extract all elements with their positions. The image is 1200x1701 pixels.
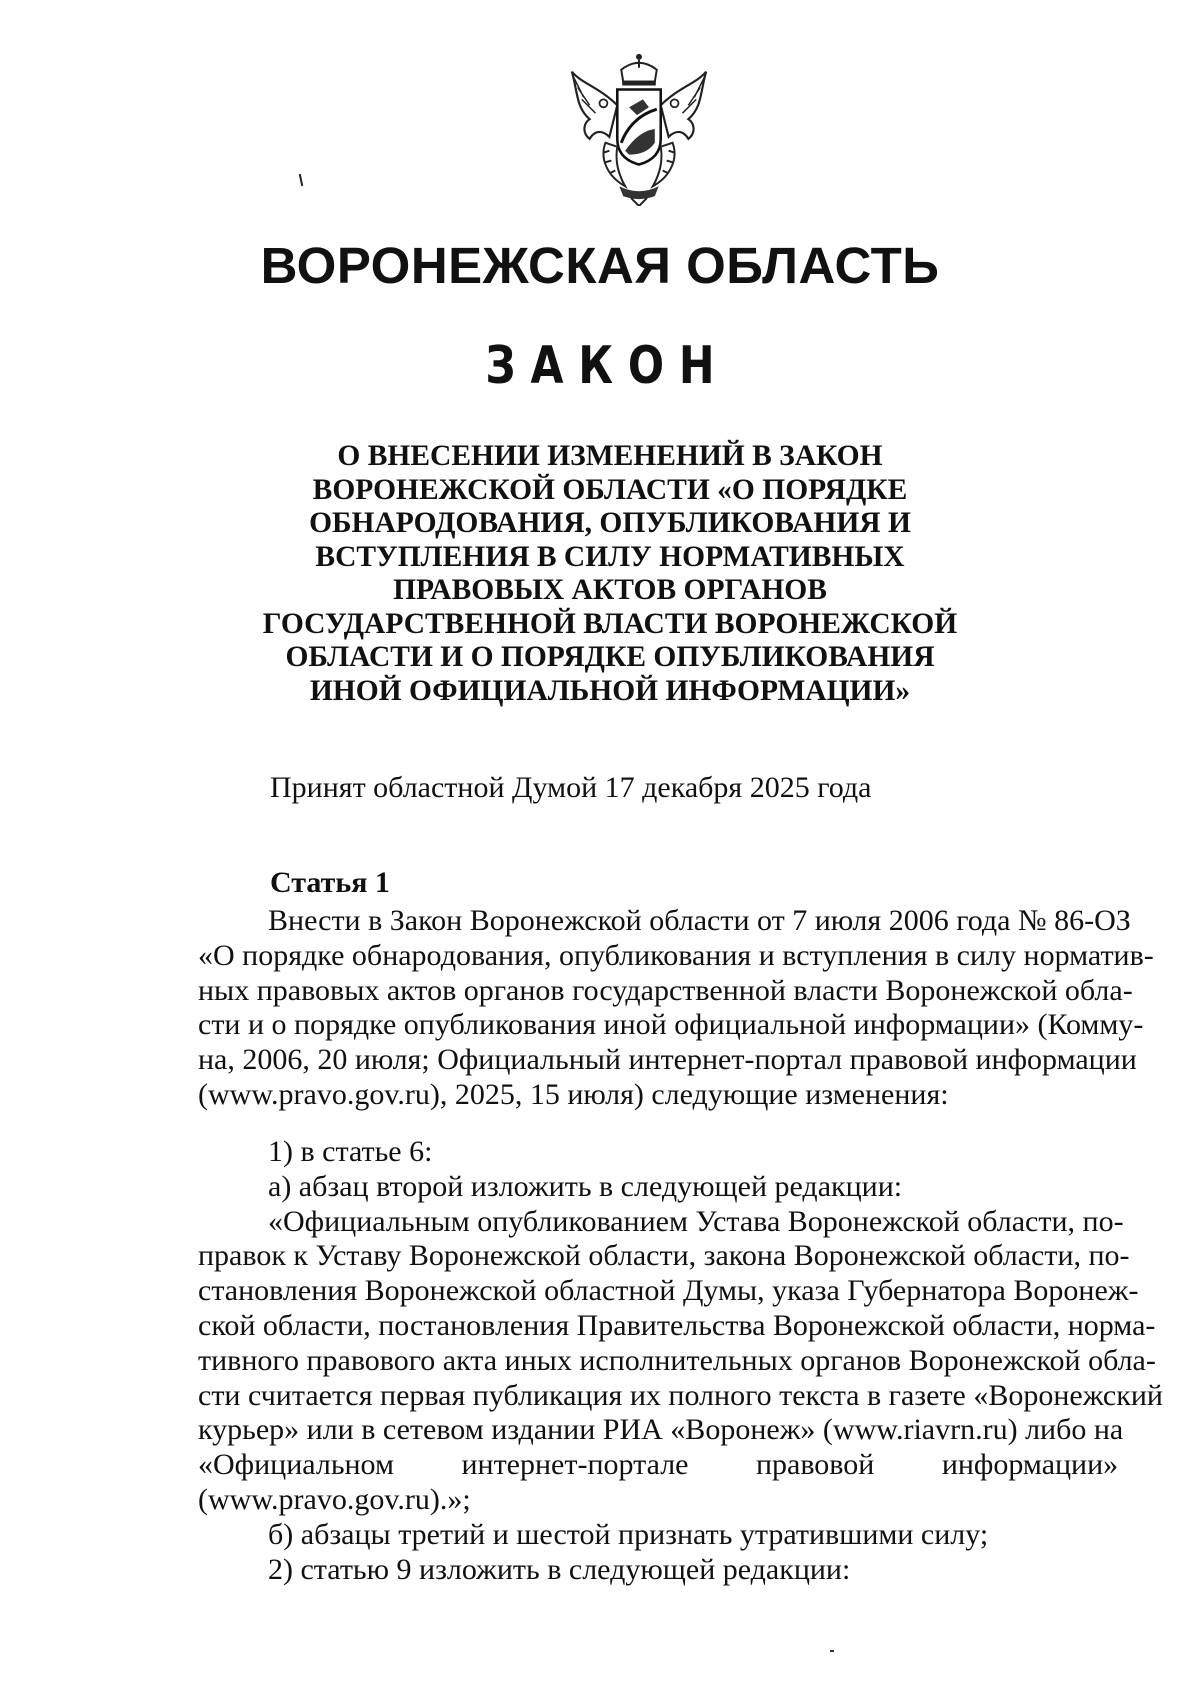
title-line: ВСТУПЛЕНИЯ В СИЛУ НОРМАТИВНЫХ (315, 540, 905, 573)
paragraph-line: сти и о порядке опубликования иной официальной информации» (Комму- (198, 1008, 1144, 1042)
region-heading: ВОРОНЕЖСКАЯ ОБЛАСТЬ (260, 237, 940, 294)
paragraph-line: (www.pravo.gov.ru), 2025, 15 июля) следующие изменения: (198, 1077, 949, 1111)
quote-line: «Официальном интернет-портале правовой информации» (198, 1448, 1119, 1482)
title-line: ПРАВОВЫХ АКТОВ ОРГАНОВ (393, 574, 827, 606)
article-heading: Статья 1 (270, 866, 390, 899)
paragraph-line: на, 2006, 20 июля; Официальный интернет-портал правовой информации (198, 1043, 1137, 1077)
article-intro-paragraph (198, 904, 1154, 1113)
item-1: 1) в статье 6: (268, 1135, 433, 1168)
title-line: ОБЛАСТИ И О ПОРЯДКЕ ОПУБЛИКОВАНИЯ (285, 641, 935, 673)
scan-mark (299, 174, 303, 186)
quote-line: становления Воронежской областной Думы, указа Губернатора Воронеж- (198, 1274, 1139, 1308)
coat-of-arms-emblem (560, 48, 718, 206)
item-2: 2) статью 9 изложить в следующей редакции: (268, 1552, 851, 1586)
paragraph-line: «О порядке обнародования, опубликования и вступления в силу норматив- (198, 938, 1154, 972)
law-title (230, 440, 990, 708)
document-type-heading: ЗАКОН (485, 336, 730, 396)
quote-line: курьер» или в сетевом издании РИА «Воронеж» (www.riavrn.ru) либо на (198, 1413, 1124, 1447)
quote-line: правок к Уставу Воронежской области, закона Воронежской области, по- (198, 1239, 1130, 1273)
item-1b: б) абзацы третий и шестой признать утратившими силу; (268, 1517, 989, 1551)
title-line: ОБНАРОДОВАНИЯ, ОПУБЛИКОВАНИЯ И (309, 507, 911, 539)
title-line: ИНОЙ ОФИЦИАЛЬНОЙ ИНФОРМАЦИИ» (309, 674, 911, 707)
quote-line: ской области, постановления Правительства Воронежской области, норма- (198, 1308, 1156, 1342)
title-line: ГОСУДАРСТВЕННОЙ ВЛАСТИ ВОРОНЕЖСКОЙ (262, 607, 958, 640)
amendment-items (198, 1135, 1163, 1587)
quote-line: тивного правового акта иных исполнительных органов Воронежской обла- (198, 1343, 1156, 1377)
quote-line: (www.pravo.gov.ru).»; (198, 1482, 471, 1516)
scan-mark (830, 1650, 834, 1652)
quote-line: сти считается первая публикация их полного текста в газете «Воронежский (198, 1378, 1163, 1412)
title-line: ВОРОНЕЖСКОЙ ОБЛАСТИ «О ПОРЯДКЕ (312, 473, 908, 506)
item-1a: а) абзац второй изложить в следующей редакции: (268, 1169, 903, 1203)
title-line: О ВНЕСЕНИИ ИЗМЕНЕНИЙ В ЗАКОН (337, 440, 883, 472)
paragraph-line: ных правовых актов органов государственной власти Воронежской обла- (198, 973, 1133, 1007)
adoption-note: Принят областной Думой 17 декабря 2025 года (270, 771, 872, 804)
quote-line: «Официальным опубликованием Устава Воронежской области, по- (268, 1204, 1124, 1238)
paragraph-line: Внести в Закон Воронежской области от 7 июля 2006 года № 86-ОЗ (268, 904, 1131, 937)
